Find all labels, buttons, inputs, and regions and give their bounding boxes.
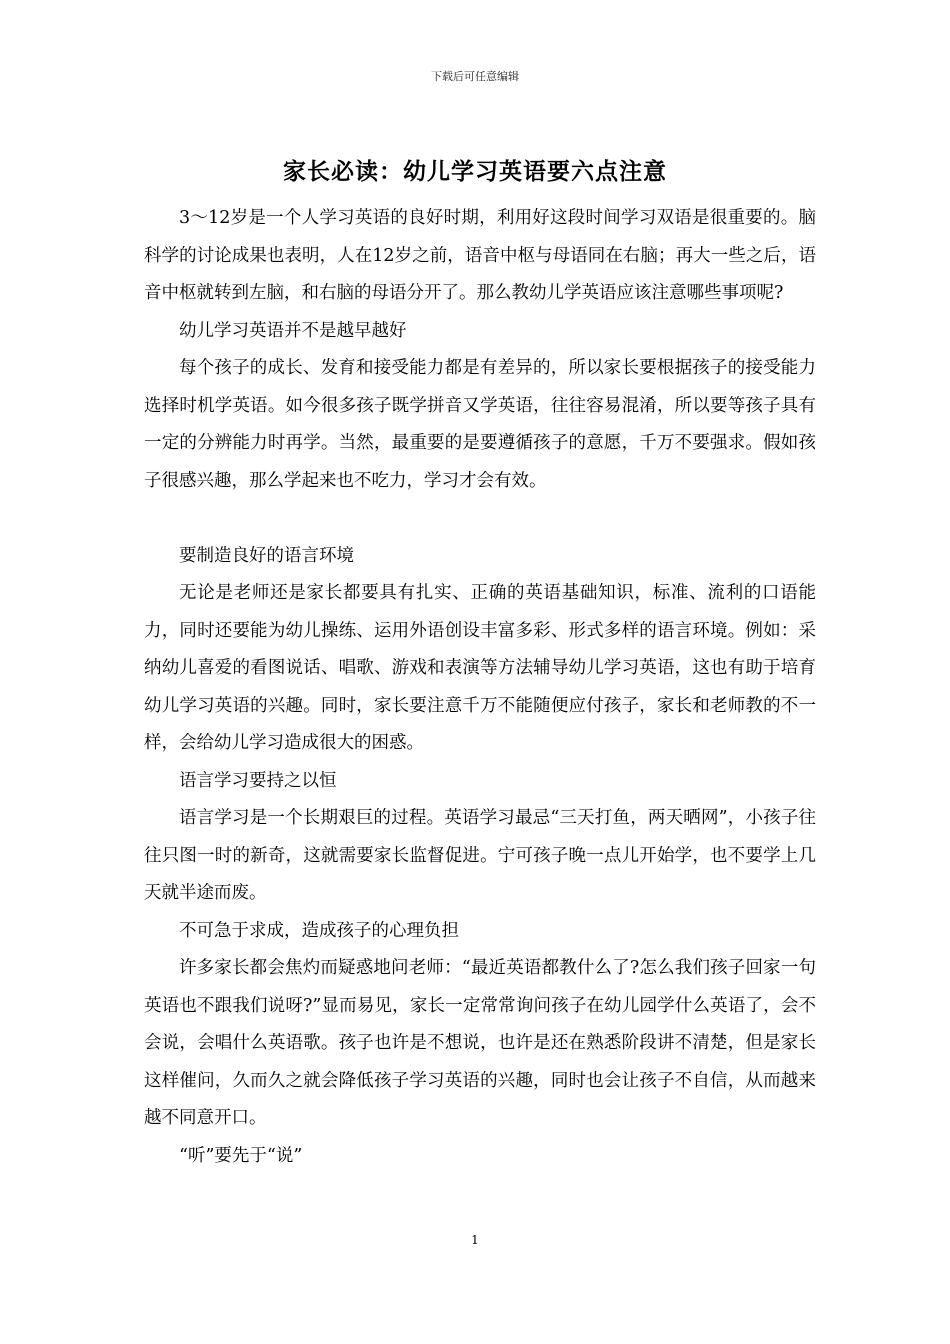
section-paragraph-2: 无论是老师还是家长都要具有扎实、正确的英语基础知识，标准、流利的口语能力，同时还要能为幼儿操练、运用外语创设丰富多彩、形式多样的语言环境。例如：采纳幼儿喜爱的看图说话、唱歌、游戏和表演等方法辅导幼儿学习英语，这也有助于培育幼儿学习英语的兴趣。同时，家长要注意千万不能随便应付孩子，家长和老师教的不一样，会给幼儿学习造成很大的困惑。 bbox=[144, 583, 816, 753]
section-heading-1: 幼儿学习英语并不是越早越好 bbox=[179, 320, 407, 341]
section-paragraph-3: 语言学习是一个长期艰巨的过程。英语学习最忌“三天打鱼，两天晒网”，小孩子往往只图一时的新奇，这就需要家长监督促进。宁可孩子晚一点儿开始学，也不要学上几天就半途而废。 bbox=[144, 808, 816, 903]
document-body bbox=[144, 200, 816, 1175]
section-paragraph-1: 每个孩子的成长、发育和接受能力都是有差异的，所以家长要根据孩子的接受能力选择时机学英语。如今很多孩子既学拼音又学英语，往往容易混淆，所以要等孩子具有一定的分辨能力时再学。当然，最重要的是要遵循孩子的意愿，千万不要强求。假如孩子很感兴趣，那么学起来也不吃力，学习才会有效。 bbox=[144, 358, 816, 491]
intro-paragraph: 3～12岁是一个人学习英语的良好时期，利用好这段时间学习双语是很重要的。脑科学的讨论成果也表明，人在12岁之前，语音中枢与母语同在右脑；再大一些之后，语音中枢就转到左脑，和右脑的母语分开了。那么教幼儿学英语应该注意哪些事项呢? bbox=[144, 208, 816, 303]
blank-line bbox=[144, 500, 816, 538]
section-heading-2: 要制造良好的语言环境 bbox=[179, 545, 354, 566]
page-header-note: 下载后可任意编辑 bbox=[431, 70, 519, 83]
section-heading-5: “听”要先于“说” bbox=[179, 1145, 303, 1166]
page-number: 1 bbox=[471, 1233, 479, 1247]
document-title: 家长必读：幼儿学习英语要六点注意 bbox=[283, 158, 667, 185]
section-heading-3: 语言学习要持之以恒 bbox=[179, 770, 337, 791]
section-heading-4: 不可急于求成，造成孩子的心理负担 bbox=[179, 920, 459, 941]
section-paragraph-4: 许多家长都会焦灼而疑惑地问老师：“最近英语都教什么了?怎么我们孩子回家一句英语也不跟我们说呀?”显而易见，家长一定常常询问孩子在幼儿园学什么英语了，会不会说，会唱什么英语歌。孩子也许是不想说，也许是还在熟悉阶段讲不清楚，但是家长这样催问，久而久之就会降低孩子学习英语的兴趣，同时也会让孩子不自信，从而越来越不同意开口。 bbox=[144, 958, 816, 1128]
